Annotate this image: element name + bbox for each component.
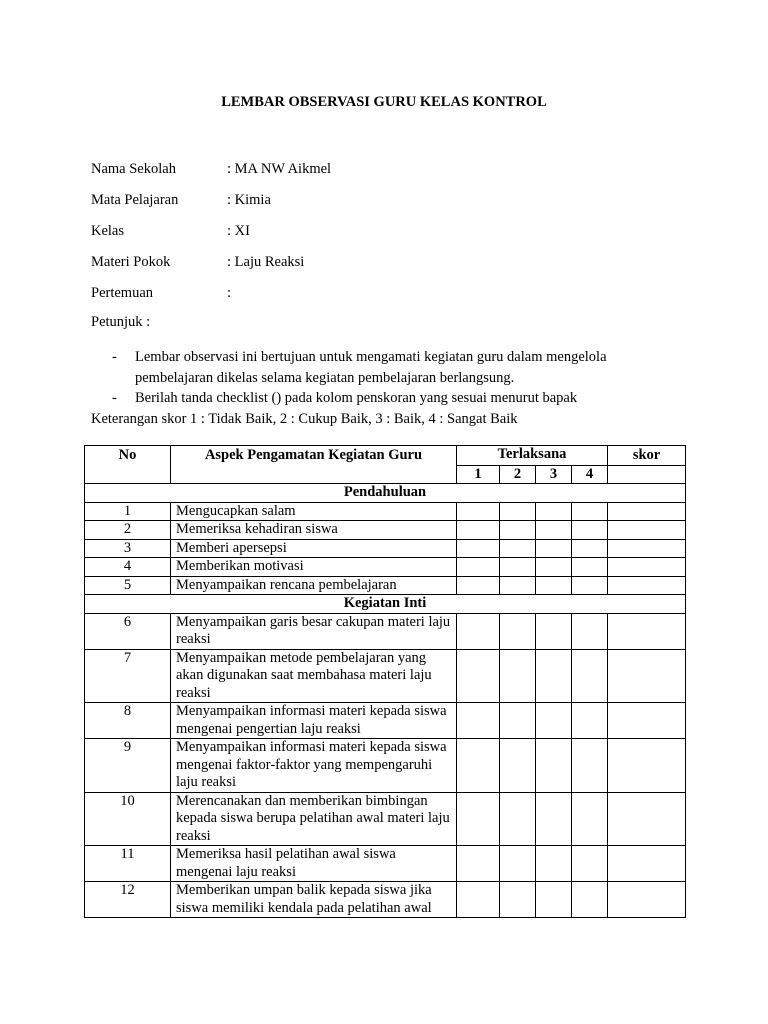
skor-cell <box>608 613 686 649</box>
bullet-dash: - <box>112 349 117 365</box>
score-cell-2 <box>500 558 536 577</box>
table-row <box>85 539 686 558</box>
bullet-dash: - <box>112 390 117 406</box>
score-cell-3 <box>536 502 572 521</box>
table-row <box>85 502 686 521</box>
skor-cell <box>608 558 686 577</box>
score-cell-1 <box>457 558 500 577</box>
table-header-row <box>85 446 686 466</box>
row-number: 1 <box>85 502 171 521</box>
score-cell-4 <box>572 613 608 649</box>
info-value: : MA NW Aikmel <box>227 161 332 177</box>
aspect-text: Menyampaikan rencana pembelajaran <box>171 576 457 595</box>
row-number: 11 <box>85 846 171 882</box>
score-cell-3 <box>536 846 572 882</box>
aspect-text: Memberi apersepsi <box>171 539 457 558</box>
info-label: Pertemuan <box>91 285 154 301</box>
header-aspek: Aspek Pengamatan Kegiatan Guru <box>171 446 457 484</box>
info-value: : XI <box>227 223 250 239</box>
instruction-item <box>112 347 672 388</box>
info-value: : Kimia <box>227 192 271 208</box>
score-cell-1 <box>457 649 500 703</box>
score-cell-2 <box>500 613 536 649</box>
score-cell-3 <box>536 576 572 595</box>
score-cell-3 <box>536 649 572 703</box>
score-cell-1 <box>457 739 500 793</box>
info-row-materi-pokok <box>91 252 691 283</box>
score-cell-4 <box>572 521 608 540</box>
aspect-text: Memberikan umpan balik kepada siswa jika siswa memiliki kendala pada pelatihan awal <box>171 882 457 918</box>
score-cell-4 <box>572 846 608 882</box>
instructions-list <box>112 347 672 409</box>
table-row <box>85 703 686 739</box>
table-row <box>85 576 686 595</box>
score-cell-1 <box>457 846 500 882</box>
skor-cell <box>608 649 686 703</box>
observation-table <box>84 445 686 918</box>
table-body <box>85 484 686 918</box>
info-label: Materi Pokok <box>91 254 171 270</box>
skor-cell <box>608 792 686 846</box>
score-cell-1 <box>457 613 500 649</box>
header-score-2: 2 <box>500 465 536 484</box>
aspect-text: Menyampaikan metode pembelajaran yang akan digunakan saat membahasa materi laju reaksi <box>171 649 457 703</box>
skor-cell <box>608 703 686 739</box>
row-number: 8 <box>85 703 171 739</box>
score-cell-2 <box>500 521 536 540</box>
score-cell-2 <box>500 502 536 521</box>
info-label: Kelas <box>91 223 125 239</box>
row-number: 2 <box>85 521 171 540</box>
score-cell-4 <box>572 703 608 739</box>
section-row <box>85 484 686 503</box>
score-cell-2 <box>500 649 536 703</box>
row-number: 9 <box>85 739 171 793</box>
score-cell-3 <box>536 539 572 558</box>
table-row <box>85 521 686 540</box>
aspect-text: Merencanakan dan memberikan bimbingan kepada siswa berupa pelatihan awal materi laju reaksi <box>171 792 457 846</box>
score-cell-3 <box>536 739 572 793</box>
score-cell-2 <box>500 539 536 558</box>
score-cell-1 <box>457 703 500 739</box>
score-cell-4 <box>572 558 608 577</box>
score-cell-1 <box>457 539 500 558</box>
score-cell-4 <box>572 649 608 703</box>
header-no: No <box>85 446 171 484</box>
section-title: Kegiatan Inti <box>85 595 686 614</box>
score-cell-3 <box>536 521 572 540</box>
score-cell-4 <box>572 882 608 918</box>
score-cell-4 <box>572 792 608 846</box>
row-number: 5 <box>85 576 171 595</box>
score-cell-2 <box>500 792 536 846</box>
header-skor: skor <box>608 446 686 466</box>
score-cell-1 <box>457 521 500 540</box>
header-score-1: 1 <box>457 465 500 484</box>
info-row-kelas <box>91 221 691 252</box>
info-row-nama-sekolah <box>91 159 691 190</box>
header-skor-blank <box>608 465 686 484</box>
table-row <box>85 613 686 649</box>
instructions-label: Petunjuk : <box>91 314 151 330</box>
instruction-item <box>112 388 672 409</box>
header-score-3: 3 <box>536 465 572 484</box>
table-row <box>85 558 686 577</box>
identity-block <box>91 159 691 314</box>
info-value: : <box>227 285 232 301</box>
section-row <box>85 595 686 614</box>
score-cell-3 <box>536 882 572 918</box>
score-cell-1 <box>457 792 500 846</box>
row-number: 12 <box>85 882 171 918</box>
score-cell-1 <box>457 882 500 918</box>
info-row-mata-pelajaran <box>91 190 691 221</box>
aspect-text: Mengucapkan salam <box>171 502 457 521</box>
table-row <box>85 649 686 703</box>
score-cell-2 <box>500 882 536 918</box>
table-row <box>85 846 686 882</box>
skor-cell <box>608 576 686 595</box>
score-cell-2 <box>500 846 536 882</box>
info-label: Mata Pelajaran <box>91 192 179 208</box>
score-cell-1 <box>457 576 500 595</box>
skor-cell <box>608 539 686 558</box>
header-score-4: 4 <box>572 465 608 484</box>
score-cell-4 <box>572 739 608 793</box>
info-value: : Laju Reaksi <box>227 254 305 270</box>
score-cell-3 <box>536 792 572 846</box>
info-label: Nama Sekolah <box>91 161 176 177</box>
row-number: 4 <box>85 558 171 577</box>
score-cell-3 <box>536 703 572 739</box>
aspect-text: Memberikan motivasi <box>171 558 457 577</box>
aspect-text: Menyampaikan garis besar cakupan materi laju reaksi <box>171 613 457 649</box>
score-cell-1 <box>457 502 500 521</box>
table-row <box>85 882 686 918</box>
score-legend: Keterangan skor 1 : Tidak Baik, 2 : Cukup Baik, 3 : Baik, 4 : Sangat Baik <box>91 411 518 427</box>
skor-cell <box>608 502 686 521</box>
info-row-pertemuan <box>91 283 691 314</box>
skor-cell <box>608 521 686 540</box>
aspect-text: Memeriksa kehadiran siswa <box>171 521 457 540</box>
table-row <box>85 792 686 846</box>
row-number: 10 <box>85 792 171 846</box>
instruction-text: Berilah tanda checklist () pada kolom penskoran yang sesuai menurut bapak <box>135 390 578 406</box>
document-title: LEMBAR OBSERVASI GURU KELAS KONTROL <box>221 94 547 110</box>
skor-cell <box>608 882 686 918</box>
row-number: 3 <box>85 539 171 558</box>
row-number: 7 <box>85 649 171 703</box>
instruction-text: Lembar observasi ini bertujuan untuk mengamati kegiatan guru dalam mengelola pembelajaran dikelas selama kegiatan pembelajaran berlangsung. <box>135 349 607 386</box>
score-cell-4 <box>572 502 608 521</box>
score-cell-3 <box>536 558 572 577</box>
aspect-text: Memeriksa hasil pelatihan awal siswa mengenai laju reaksi <box>171 846 457 882</box>
score-cell-3 <box>536 613 572 649</box>
aspect-text: Menyampaikan informasi materi kepada siswa mengenai pengertian laju reaksi <box>171 703 457 739</box>
score-cell-2 <box>500 703 536 739</box>
section-title: Pendahuluan <box>85 484 686 503</box>
row-number: 6 <box>85 613 171 649</box>
score-cell-4 <box>572 539 608 558</box>
skor-cell <box>608 739 686 793</box>
score-cell-2 <box>500 576 536 595</box>
header-terlaksana: Terlaksana <box>457 446 608 466</box>
aspect-text: Menyampaikan informasi materi kepada siswa mengenai faktor-faktor yang mempengaruhi laju reaksi <box>171 739 457 793</box>
score-cell-2 <box>500 739 536 793</box>
table-row <box>85 739 686 793</box>
score-cell-4 <box>572 576 608 595</box>
skor-cell <box>608 846 686 882</box>
